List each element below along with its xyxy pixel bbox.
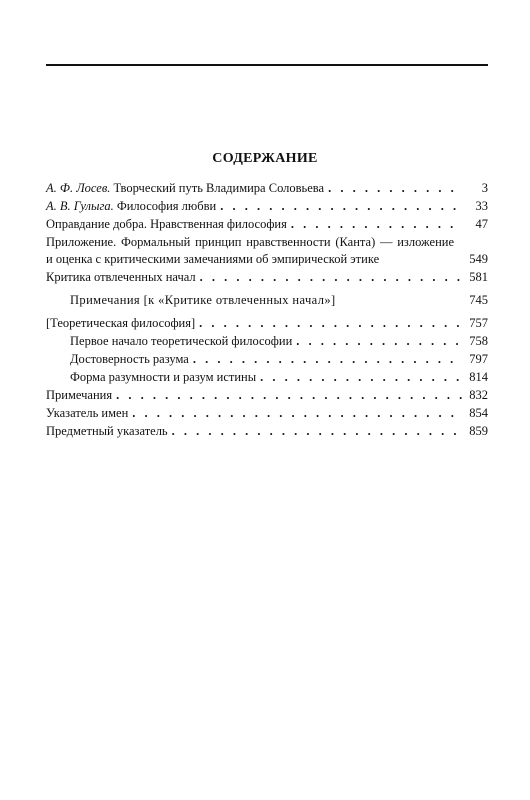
- toc-entry[interactable]: [46, 216, 488, 233]
- toc-entry[interactable]: [46, 369, 488, 386]
- toc-entry[interactable]: [46, 351, 488, 368]
- entry-text: [46, 198, 216, 215]
- dot-leader: [199, 317, 462, 329]
- dot-leader: [458, 253, 462, 265]
- page-number: 814: [469, 370, 488, 384]
- toc-entry[interactable]: [46, 405, 488, 422]
- entry-author: А. В. Гулыга.: [46, 199, 114, 213]
- dot-leader: [116, 389, 462, 401]
- page-number: 854: [469, 406, 488, 420]
- entry-title: Приложение. Формальный принцип нравственности (Канта) — изложение и оценка с критическими замечаниями об эмпирической этике: [46, 235, 454, 266]
- toc-entry[interactable]: [46, 333, 488, 350]
- table-of-contents: [46, 180, 488, 441]
- toc-entry[interactable]: [46, 198, 488, 215]
- page-number: 757: [469, 316, 488, 330]
- dot-leader: [132, 407, 462, 419]
- entry-text: [46, 180, 324, 197]
- entry-title: Примечания: [46, 388, 113, 402]
- page-number: 859: [469, 424, 488, 438]
- page-number: 581: [469, 270, 488, 284]
- entry-title: [Теоретическая философия]: [46, 316, 196, 330]
- page-title: СОДЕРЖАНИЕ: [212, 151, 318, 166]
- dot-leader: [200, 271, 462, 283]
- dot-leader: [172, 425, 462, 437]
- page-number: 33: [475, 199, 488, 213]
- entry-title: Философия любви: [116, 199, 217, 213]
- entry-author: А. Ф. Лосев.: [46, 181, 111, 195]
- toc-entry[interactable]: [46, 180, 488, 197]
- dot-leader: [296, 335, 462, 347]
- dot-leader: [260, 371, 462, 383]
- page-number: 797: [469, 352, 488, 366]
- toc-entry[interactable]: [46, 269, 488, 286]
- dot-leader: [340, 294, 462, 306]
- entry-title: Достоверность разума: [70, 352, 189, 366]
- dot-leader: [291, 218, 462, 230]
- page-number: 758: [469, 334, 488, 348]
- toc-entry[interactable]: [46, 315, 488, 332]
- page-number: 832: [469, 388, 488, 402]
- entry-title: Указатель имен: [46, 406, 129, 420]
- page-number: 47: [475, 217, 488, 231]
- entry-title: Первое начало теоретической философии: [70, 334, 293, 348]
- toc-entry[interactable]: [46, 292, 488, 309]
- entry-title: Предметный указатель: [46, 424, 168, 438]
- entry-title: Творческий путь Владимира Соловьева: [113, 181, 325, 195]
- toc-entry[interactable]: [46, 423, 488, 440]
- dot-leader: [220, 200, 462, 212]
- page-number: 549: [469, 252, 488, 266]
- entry-title: Примечания [к «Критике отвлеченных начал»]: [70, 293, 336, 307]
- entry-title: Критика отвлеченных начал: [46, 270, 196, 284]
- page-number: 3: [481, 181, 488, 195]
- entry-title: Форма разумности и разум истины: [70, 370, 257, 384]
- dot-leader: [193, 353, 462, 365]
- entry-title: Оправдание добра. Нравственная философия: [46, 217, 287, 231]
- dot-leader: [328, 182, 462, 194]
- top-rule: [46, 64, 488, 66]
- toc-entry[interactable]: [46, 234, 488, 268]
- page-number: 745: [469, 293, 488, 307]
- toc-entry[interactable]: [46, 387, 488, 404]
